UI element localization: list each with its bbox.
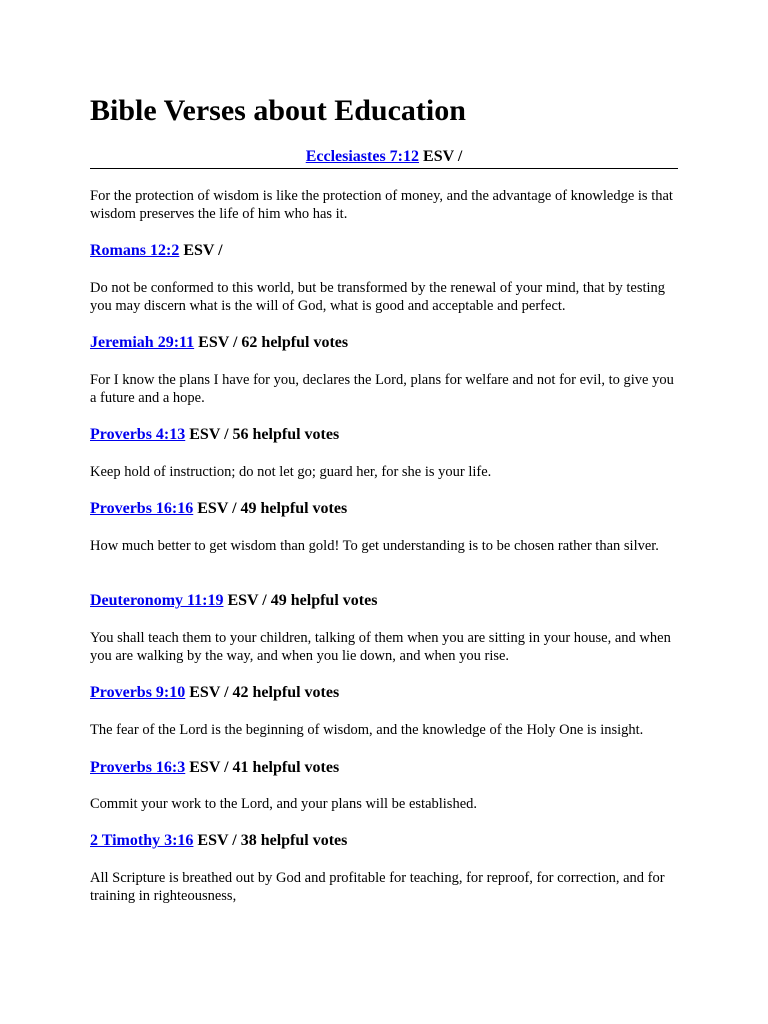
verse-suffix: ESV / 49 helpful votes (223, 592, 378, 609)
verse-suffix: ESV / 49 helpful votes (193, 500, 348, 517)
title-divider (90, 168, 678, 169)
verse-suffix: ESV / (419, 148, 463, 165)
verse-text-romans: Do not be conformed to this world, but be transformed by the renewal of your mind, that by testing you may discern what is the will of God, what is good and acceptable and perfect. (90, 280, 666, 314)
verse-link-proverbs-9-10[interactable]: Proverbs 9:10 (90, 684, 186, 701)
verse-text-ecclesiastes: For the protection of wisdom is like the protection of money, and the advantage of knowledge is that wisdom preserves the life of him who has it. (90, 188, 673, 222)
verse-link-jeremiah[interactable]: Jeremiah 29:11 (90, 334, 195, 351)
verse-reference-2-timothy (90, 831, 347, 851)
verse-link-proverbs-4-13[interactable]: Proverbs 4:13 (90, 426, 186, 443)
verse-text-proverbs-4-13: Keep hold of instruction; do not let go; guard her, for she is your life. (90, 464, 492, 480)
verse-suffix: ESV / (179, 242, 223, 259)
verse-link-proverbs-16-16[interactable]: Proverbs 16:16 (90, 500, 194, 517)
verse-reference-proverbs-9-10 (90, 683, 339, 703)
verse-text-proverbs-16-3: Commit your work to the Lord, and your plans will be established. (90, 796, 478, 812)
verse-text-proverbs-9-10: The fear of the Lord is the beginning of wisdom, and the knowledge of the Holy One is insight. (90, 722, 644, 738)
verse-reference-proverbs-4-13 (90, 425, 339, 445)
verse-suffix: ESV / 38 helpful votes (193, 832, 348, 849)
verse-link-deuteronomy[interactable]: Deuteronomy 11:19 (90, 592, 224, 609)
verse-reference-deuteronomy (90, 591, 377, 611)
verse-suffix: ESV / 42 helpful votes (185, 684, 340, 701)
verse-text-proverbs-16-16: How much better to get wisdom than gold! To get understanding is to be chosen rather than silver. (90, 538, 659, 554)
verse-link-2-timothy[interactable]: 2 Timothy 3:16 (90, 832, 194, 849)
verse-reference-ecclesiastes (90, 147, 678, 167)
verse-link-romans[interactable]: Romans 12:2 (90, 242, 180, 259)
verse-text-2-timothy: All Scripture is breathed out by God and profitable for teaching, for reproof, for correction, and for training in righteousness, (90, 870, 665, 904)
verse-text-deuteronomy: You shall teach them to your children, talking of them when you are sitting in your house, and when you are walking by the way, and when you lie down, and when you rise. (90, 630, 671, 664)
verse-suffix: ESV / 41 helpful votes (185, 759, 340, 776)
verse-link-proverbs-16-3[interactable]: Proverbs 16:3 (90, 759, 186, 776)
verse-reference-romans (90, 241, 223, 261)
verse-reference-proverbs-16-3 (90, 758, 339, 778)
verse-suffix: ESV / 62 helpful votes (194, 334, 349, 351)
verse-reference-proverbs-16-16 (90, 499, 347, 519)
verse-link-ecclesiastes[interactable]: Ecclesiastes 7:12 (305, 148, 420, 165)
verse-suffix: ESV / 56 helpful votes (185, 426, 340, 443)
page-title: Bible Verses about Education (90, 94, 466, 127)
verse-text-jeremiah: For I know the plans I have for you, declares the Lord, plans for welfare and not for evil, to give you a future and a hope. (90, 372, 674, 406)
verse-reference-jeremiah (90, 333, 348, 353)
